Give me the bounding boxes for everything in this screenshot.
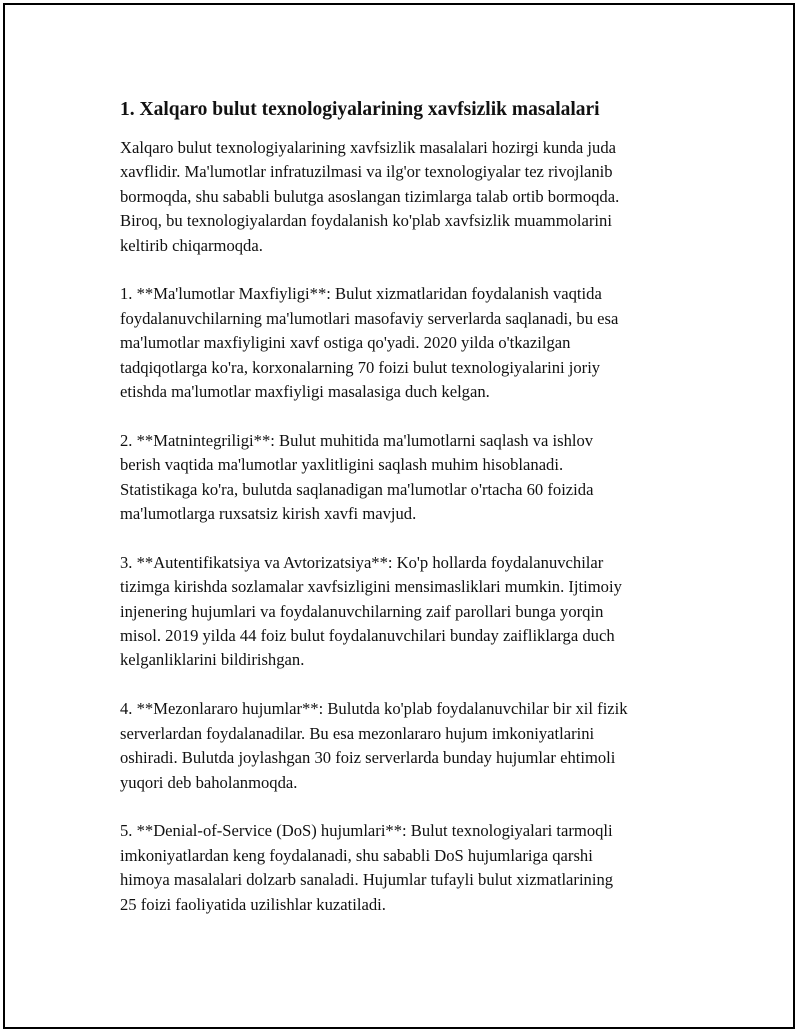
paragraph-line: foydalanuvchilarning ma'lumotlari masofaviy serverlarda saqlanadi, bu esa [120, 308, 619, 328]
paragraph-line: kelganliklarini bildirishgan. [120, 650, 305, 670]
paragraph-line: berish vaqtida ma'lumotlar yaxlitligini saqlash muhim hisoblanadi. [120, 455, 564, 475]
paragraph-line: himoya masalalari dolzarb sanaladi. Hujumlar tufayli bulut xizmatlarining [120, 870, 614, 890]
document-title: 1. Xalqaro bulut texnologiyalarining xavfsizlik masalalari [120, 99, 600, 120]
paragraph-list [120, 136, 710, 917]
paragraph-line: Biroq, bu texnologiyalardan foydalanish ko'plab xavfsizlik muammolarini [120, 211, 612, 231]
paragraph-line: ma'lumotlar maxfiyligini xavf ostiga qo'yadi. 2020 yilda o'tkazilgan [120, 333, 571, 353]
paragraph-line: xavflidir. Ma'lumotlar infratuzilmasi va ilg'or texnologiyalar tez rivojlanib [120, 162, 613, 182]
paragraph-line: ma'lumotlarga ruxsatsiz kirish xavfi mavjud. [120, 504, 417, 524]
paragraph [120, 429, 710, 527]
paragraph-line: Xalqaro bulut texnologiyalarining xavfsizlik masalalari hozirgi kunda juda [120, 138, 616, 157]
paragraph-line: 5. **Denial-of-Service (DoS) hujumlari**: Bulut texnologiyalari tarmoqli [120, 821, 613, 841]
document-content [120, 97, 710, 941]
paragraph [120, 282, 710, 404]
document-page [3, 3, 795, 1029]
paragraph-line: yuqori deb baholanmoqda. [120, 772, 298, 792]
paragraph [120, 136, 710, 258]
paragraph-line: keltirib chiqarmoqda. [120, 235, 263, 255]
paragraph-line: tizimga kirishda sozlamalar xavfsizligini mensimasliklari mumkin. Ijtimoiy [120, 577, 622, 597]
paragraph-line: injenering hujumlari va foydalanuvchilarning zaif parollari bunga yorqin [120, 601, 604, 621]
paragraph-line: 3. **Autentifikatsiya va Avtorizatsiya**: Ko'p hollarda foydalanuvchilar [120, 552, 604, 572]
paragraph-line: 1. **Ma'lumotlar Maxfiyligi**: Bulut xizmatlaridan foydalanish vaqtida [120, 284, 602, 304]
paragraph [120, 551, 710, 673]
paragraph-line: 4. **Mezonlararo hujumlar**: Bulutda ko'plab foydalanuvchilar bir xil fizik [120, 699, 628, 719]
paragraph-line: Statistikaga ko'ra, bulutda saqlanadigan ma'lumotlar o'rtacha 60 foizida [120, 479, 594, 499]
paragraph-line: bormoqda, shu sababli bulutga asoslangan tizimlarga talab ortib bormoqda. [120, 186, 620, 206]
paragraph-line: 25 foizi faoliyatida uzilishlar kuzatiladi. [120, 894, 386, 914]
paragraph-line: 2. **Matnintegriligi**: Bulut muhitida ma'lumotlarni saqlash va ishlov [120, 430, 594, 450]
paragraph-line: imkoniyatlardan keng foydalanadi, shu sababli DoS hujumlariga qarshi [120, 845, 593, 865]
paragraph-line: tadqiqotlarga ko'ra, korxonalarning 70 foizi bulut texnologiyalarini joriy [120, 357, 601, 377]
paragraph [120, 819, 710, 917]
paragraph [120, 697, 710, 795]
paragraph-line: misol. 2019 yilda 44 foiz bulut foydalanuvchilari bunday zaifliklarga duch [120, 626, 615, 646]
paragraph-line: oshiradi. Bulutda joylashgan 30 foiz serverlarda bunday hujumlar ehtimoli [120, 748, 616, 768]
paragraph-line: etishda ma'lumotlar maxfiyligi masalasiga duch kelgan. [120, 382, 490, 402]
paragraph-line: serverlardan foydalanadilar. Bu esa mezonlararo hujum imkoniyatlarini [120, 723, 595, 743]
